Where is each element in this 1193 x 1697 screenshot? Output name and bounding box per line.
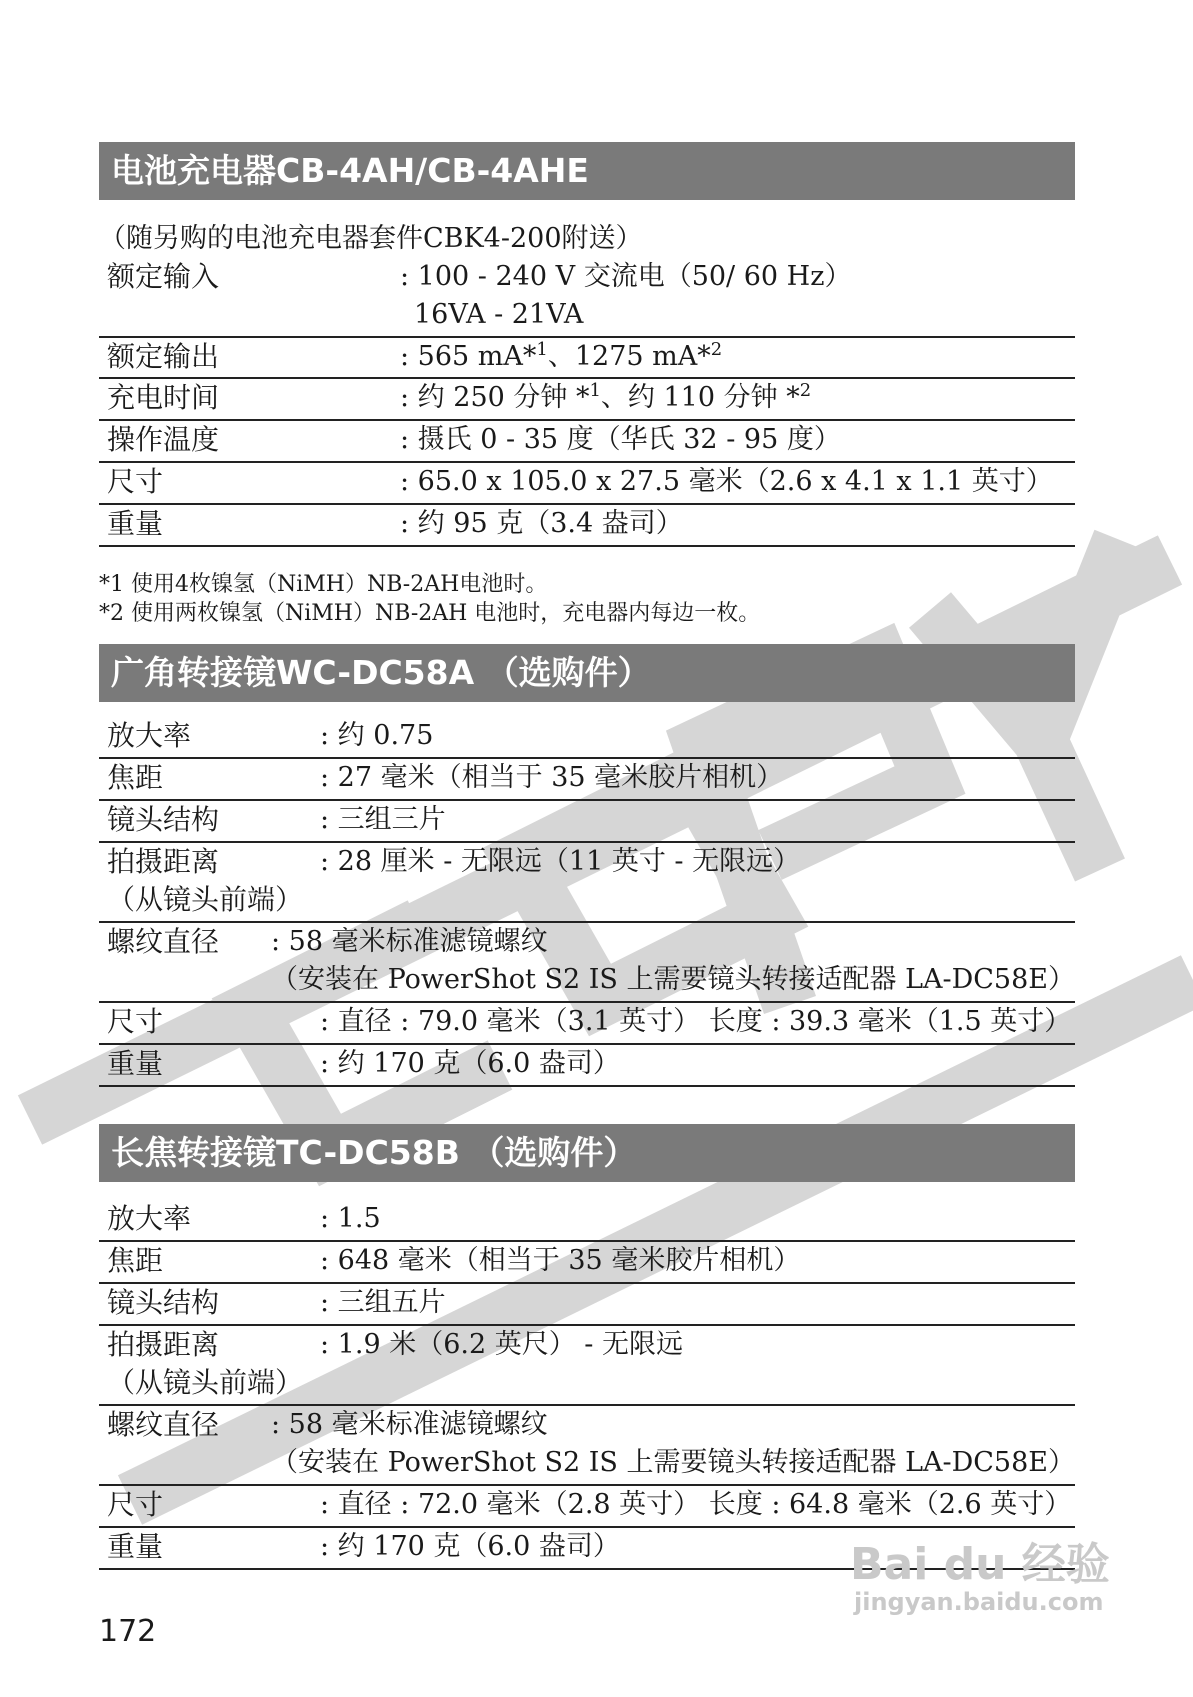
spec-label: 操作温度 — [107, 423, 220, 456]
table-row — [99, 923, 1075, 1003]
table-row — [99, 258, 1075, 338]
charger-note: （随另购的电池充电器套件CBK4-200附送） — [99, 223, 643, 254]
spec-value: : 三组三片 — [320, 804, 446, 835]
spec-value: : 27 毫米（相当于 35 毫米胶片相机） — [320, 762, 784, 793]
footnote-1: *1 使用4枚镍氢（NiMH）NB-2AH电池时。 — [99, 572, 548, 597]
table-row — [99, 463, 1075, 505]
spec-label: 焦距 — [107, 761, 164, 794]
spec-label: 尺寸 — [107, 1005, 164, 1038]
table-row — [99, 505, 1075, 547]
spec-label: 额定输出 — [107, 340, 220, 373]
spec-label: 镜头结构 — [107, 1286, 220, 1319]
table-row — [99, 759, 1075, 801]
spec-label: 拍摄距离 （从镜头前端） — [107, 845, 304, 916]
section-title-charger: 电池充电器CB-4AH/CB-4AHE — [99, 142, 1075, 200]
table-row — [99, 1284, 1075, 1326]
spec-value: : 648 毫米（相当于 35 毫米胶片相机） — [320, 1245, 801, 1276]
baidu-logo-text: Bai du 经验 — [850, 1539, 1110, 1590]
section-title-tele-converter: 长焦转接镜TC-DC58B （选购件） — [99, 1124, 1075, 1182]
spec-value: : 约 170 克（6.0 盎司） — [320, 1048, 620, 1079]
spec-label: 重量 — [107, 1530, 164, 1563]
tele-converter-spec-table — [99, 1200, 1075, 1570]
spec-label: 螺纹直径 — [107, 1408, 220, 1441]
spec-value: : 约 170 克（6.0 盎司） — [320, 1531, 620, 1562]
spec-label: 放大率 — [107, 1202, 192, 1235]
spec-value: : 直径 : 72.0 毫米（2.8 英寸） 长度 : 64.8 毫米（2.6 英寸） — [320, 1489, 1072, 1520]
table-row — [99, 801, 1075, 843]
spec-value: : 三组五片 — [320, 1287, 446, 1318]
baidu-url: jingyan.baidu.com — [854, 1588, 1104, 1616]
spec-label: 尺寸 — [107, 465, 164, 498]
table-row — [99, 1406, 1075, 1486]
spec-label: 焦距 — [107, 1244, 164, 1277]
table-row — [99, 843, 1075, 923]
spec-value: : 1.9 米（6.2 英尺） - 无限远 — [320, 1329, 684, 1360]
table-row — [99, 421, 1075, 463]
charger-spec-table — [99, 258, 1075, 547]
baidu-watermark — [850, 1528, 1110, 1616]
spec-value: : 58 毫米标准滤镜螺纹 （安装在 PowerShot S2 IS 上需要镜头转接适配器 LA-DC58E） — [271, 926, 1075, 995]
table-row — [99, 1045, 1075, 1087]
spec-value: : 28 厘米 - 无限远（11 英寸 - 无限远） — [320, 846, 801, 877]
table-row — [99, 1242, 1075, 1284]
spec-label: 充电时间 — [107, 381, 220, 414]
spec-value: : 58 毫米标准滤镜螺纹 （安装在 PowerShot S2 IS 上需要镜头转接适配器 LA-DC58E） — [271, 1409, 1075, 1478]
spec-value: : 摄氏 0 - 35 度（华氏 32 - 95 度） — [400, 424, 841, 455]
spec-value: : 1.5 — [320, 1203, 381, 1234]
spec-label: 尺寸 — [107, 1488, 164, 1521]
table-row — [99, 1486, 1075, 1528]
table-row — [99, 1003, 1075, 1045]
spec-value: : 约 0.75 — [320, 720, 434, 751]
page-number: 172 — [99, 1614, 157, 1649]
table-row — [99, 717, 1075, 759]
spec-label: 镜头结构 — [107, 803, 220, 836]
wide-converter-spec-table — [99, 717, 1075, 1087]
table-row — [99, 1200, 1075, 1242]
footnote-2: *2 使用两枚镍氢（NiMH）NB-2AH 电池时，充电器内每边一枚。 — [99, 601, 761, 626]
spec-value: : 约 95 克（3.4 盎司） — [400, 508, 683, 539]
spec-value: : 约 250 分钟 *$^1$、约 110 分钟 *$^2$ — [400, 380, 812, 413]
spec-label: 拍摄距离 （从镜头前端） — [107, 1328, 304, 1399]
table-row — [99, 338, 1075, 379]
table-row — [99, 1326, 1075, 1406]
section-title-wide-converter: 广角转接镜WC-DC58A （选购件） — [99, 644, 1075, 702]
spec-value: : 565 mA*$^1$、1275 mA*$^2$ — [400, 339, 723, 372]
spec-value: : 直径 : 79.0 毫米（3.1 英寸） 长度 : 39.3 毫米（1.5 英寸） — [320, 1006, 1072, 1037]
spec-value: : 100 - 240 V 交流电（50/ 60 Hz） 16VA - 21VA — [400, 261, 852, 330]
spec-value: : 65.0 x 105.0 x 27.5 毫米（2.6 x 4.1 x 1.1 英寸） — [400, 466, 1053, 497]
spec-label: 螺纹直径 — [107, 925, 220, 958]
spec-label: 重量 — [107, 1047, 164, 1080]
spec-label: 放大率 — [107, 719, 192, 752]
spec-label: 重量 — [107, 507, 164, 540]
table-row — [99, 379, 1075, 421]
spec-label: 额定输入 — [107, 260, 220, 293]
